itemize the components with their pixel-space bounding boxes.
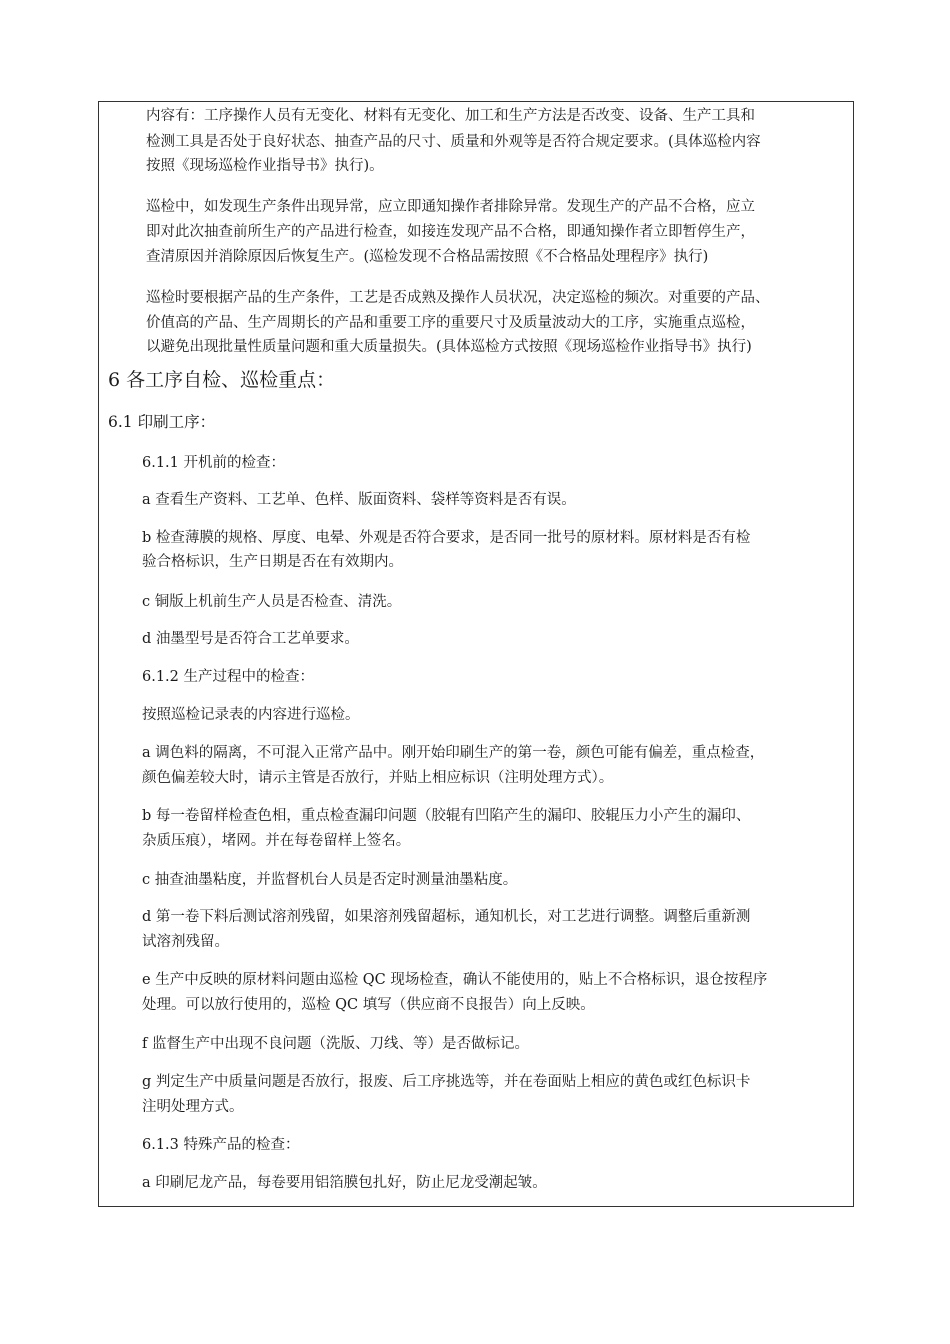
s612-item-d-line-2: 试溶剂残留。 <box>142 934 229 950</box>
s611-item-b-line-2: 验合格标识，生产日期是否在有效期内。 <box>142 554 403 570</box>
section-6-1-2-heading: 6.1.2 生产过程中的检查： <box>142 669 315 685</box>
intro-line-3: 按照《现场巡检作业指导书》执行)。 <box>146 158 384 174</box>
para2-line-3: 查清原因并消除原因后恢复生产。(巡检发现不合格品需按照《不合格品处理程序》执行) <box>146 249 709 265</box>
s612-item-g-line-2: 注明处理方式。 <box>142 1099 244 1115</box>
intro-line-1: 内容有：工序操作人员有无变化、材料有无变化、加工和生产方法是否改变、设备、生产工具和 <box>146 108 755 124</box>
para3-line-1: 巡检时要根据产品的生产条件，工艺是否成熟及操作人员状况，决定巡检的频次。对重要的产品、 <box>146 290 770 306</box>
s612-item-c: c 抽查油墨粘度，并监督机台人员是否定时测量油墨粘度。 <box>142 872 518 888</box>
s612-item-f: f 监督生产中出现不良问题（洗版、刀线、等）是否做标记。 <box>142 1036 529 1052</box>
s611-item-c: c 铜版上机前生产人员是否检查、清洗。 <box>142 594 402 610</box>
s612-item-b-line-1: b 每一卷留样检查色相，重点检查漏印问题（胶辊有凹陷产生的漏印、胶辊压力小产生的漏印、 <box>142 808 751 824</box>
s612-item-a-line-1: a 调色料的隔离，不可混入正常产品中。刚开始印刷生产的第一卷，颜色可能有偏差，重点检查， <box>142 745 765 761</box>
s612-item-g-line-1: g 判定生产中质量问题是否放行，报废、后工序挑选等，并在卷面贴上相应的黄色或红色标识卡 <box>142 1074 751 1090</box>
s612-item-d-line-1: d 第一卷下料后测试溶剂残留，如果溶剂残留超标，通知机长，对工艺进行调整。调整后重新测 <box>142 909 751 925</box>
para3-line-3: 以避免出现批量性质量问题和重大质量损失。(具体巡检方式按照《现场巡检作业指导书》执行) <box>146 339 752 355</box>
s611-item-d: d 油墨型号是否符合工艺单要求。 <box>142 631 359 647</box>
para2-line-1: 巡检中，如发现生产条件出现异常，应立即通知操作者排除异常。发现生产的产品不合格，应立 <box>146 199 755 215</box>
section-6-heading: 6 各工序自检、巡检重点： <box>108 369 336 391</box>
s611-item-a: a 查看生产资料、工艺单、色样、版面资料、袋样等资料是否有误。 <box>142 492 576 508</box>
s612-item-e-line-1: e 生产中反映的原材料问题由巡检 QC 现场检查，确认不能使用的，贴上不合格标识，退仓按程序 <box>142 972 768 988</box>
s613-item-a: a 印刷尼龙产品，每卷要用铝箔膜包扎好，防止尼龙受潮起皱。 <box>142 1175 547 1191</box>
para2-line-2: 即对此次抽查前所生产的产品进行检查，如接连发现产品不合格，即通知操作者立即暂停生产， <box>146 224 755 240</box>
section-6-1-heading: 6.1 印刷工序： <box>108 413 216 431</box>
s612-item-b-line-2: 杂质压痕），堵网。并在每卷留样上签名。 <box>142 833 411 849</box>
section-6-1-3-heading: 6.1.3 特殊产品的检查： <box>142 1137 300 1153</box>
s612-item-e-line-2: 处理。可以放行使用的，巡检 QC 填写（供应商不良报告）向上反映。 <box>142 997 595 1013</box>
s611-item-b-line-1: b 检查薄膜的规格、厚度、电晕、外观是否符合要求，是否同一批号的原材料。原材料是否有检 <box>142 530 751 546</box>
para3-line-2: 价值高的产品、生产周期长的产品和重要工序的重要尺寸及质量波动大的工序，实施重点巡检， <box>146 315 755 331</box>
s612-item-a-line-2: 颜色偏差较大时，请示主管是否放行，并贴上相应标识（注明处理方式）。 <box>142 770 614 786</box>
s612-intro: 按照巡检记录表的内容进行巡检。 <box>142 707 360 723</box>
section-6-1-1-heading: 6.1.1 开机前的检查： <box>142 455 286 471</box>
intro-line-2: 检测工具是否处于良好状态、抽查产品的尺寸、质量和外观等是否符合规定要求。(具体巡检内容 <box>146 134 761 150</box>
